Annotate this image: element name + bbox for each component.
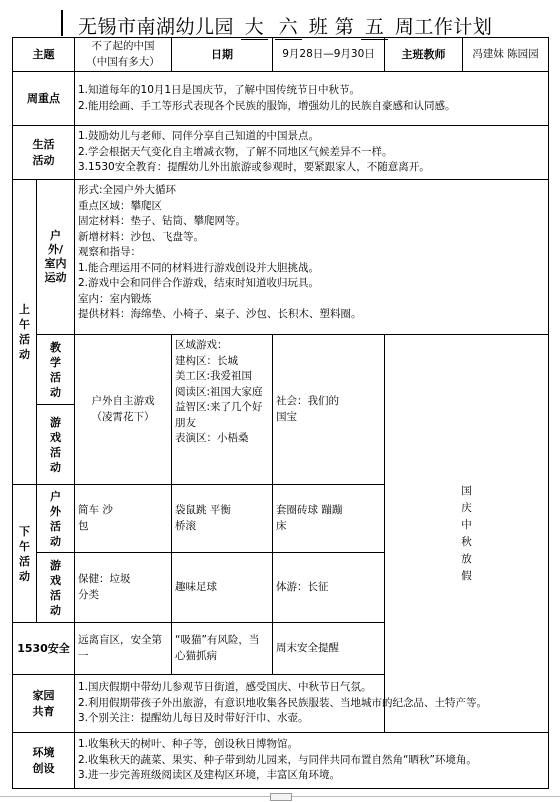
afternoon-outdoor-cell-1: 简车 沙包 — [75, 485, 172, 553]
afternoon-label: 下午活动 — [13, 485, 37, 623]
date-label: 日期 — [172, 38, 273, 72]
society-cell: 社会：我们的国宝 — [273, 335, 385, 485]
safety-label: 1530安全 — [13, 623, 75, 675]
area-game-cell: 区域游戏： 建构区：长城 美工区:我爱祖国 阅读区:祖国大家庭 益智区:来了几个好朋友 表演区：小梧桑 — [172, 335, 273, 485]
page-title — [0, 6, 560, 36]
title-text — [78, 12, 492, 40]
safety-cell-1: 远离盲区，安全第一 — [75, 623, 172, 675]
safety-cell-2: “吸猫”有风险，当心猫抓病 — [172, 623, 273, 675]
life-label: 生活活动 — [13, 126, 75, 180]
life-content: 1.鼓励幼儿与老师、同伴分享自己知道的中国景点。 2.学会根据天气变化自主增减衣物，了解不同地区气候差异不一样。 3.1530安全教育：提醒幼儿外出旅游或参观时，要紧跟家人，不随意离开。 — [75, 126, 549, 180]
week-focus-content: 1.知道每年的10月1日是国庆节，了解中国传统节日中秋节。 2.能用绘画、手工等形式表现各个民族的服饰，增强幼儿的民族自豪感和认同感。 — [75, 72, 549, 126]
holiday-cell: 国庆中秋放假 — [385, 335, 549, 733]
date-value: 9月28日—9月30日 — [273, 38, 385, 72]
week-prefix: 第 — [334, 16, 355, 38]
week-focus-label: 周重点 — [13, 72, 75, 126]
afternoon-outdoor-cell-2: 袋鼠跳 平衡桥滚 — [172, 485, 273, 553]
family-content: 1.国庆假期中带幼儿参观节日街道，感受国庆、中秋节日气氛。 2.利用假期带孩子外出旅游，有意识地收集各民族服装、当地城市的纪念品、土特产等。 3.个别关注：提醒幼儿每日及时带好汗巾、水壶。 — [75, 675, 549, 733]
env-label: 环境创设 — [13, 733, 75, 789]
afternoon-game-cell-2: 趣味足球 — [172, 553, 273, 623]
teacher-label: 主班教师 — [385, 38, 463, 72]
env-content: 1.收集秋天的树叶、种子等，创设秋日博物馆。 2.收集秋天的蔬菜、果实、种子带到幼儿园来，与同伴共同布置自然角“晒秋”环境角。 3.进一步完善班级阅读区及建构区环境，丰富区角环境。 — [75, 733, 549, 789]
teacher-value: 冯建妹 陈园园 — [463, 38, 549, 72]
morning-outdoor-content: 形式:全园户外大循环 重点区域：攀爬区 固定材料：垫子、钻筒、攀爬网等。 新增材料：沙包、飞盘等。 观察和指导： 1.能合理运用不同的材料进行游戏创设并大胆挑战。 2.游戏中会和同伴合作游戏，结束时知道收归玩具。 室内：室内锻炼 提供材料：海绵垫、小椅子、桌子、沙包、长积木、塑料圈。 — [75, 180, 549, 335]
class-suffix: 班 — [308, 16, 329, 38]
afternoon-game-label: 游戏活动 — [37, 553, 75, 623]
title-bar — [61, 10, 63, 36]
class-grade: 大 — [241, 12, 269, 40]
week-number: 五 — [361, 12, 389, 40]
school-name: 无锡市南湖幼儿园 — [78, 16, 235, 38]
afternoon-outdoor-cell-3: 套圈砖球 蹦蹦床 — [273, 485, 385, 553]
afternoon-outdoor-label: 户外活动 — [37, 485, 75, 553]
week-suffix: 周工作计划 — [394, 16, 493, 38]
scroll-handle[interactable] — [270, 793, 292, 801]
afternoon-game-cell-1: 保健：垃圾分类 — [75, 553, 172, 623]
plan-table — [12, 37, 549, 789]
morning-outdoor-label: 户外/室内运动 — [37, 180, 75, 335]
class-number: 六 — [275, 12, 303, 40]
family-label: 家园共育 — [13, 675, 75, 733]
theme-value: 不了起的中国 （中国有多大） — [75, 38, 172, 72]
afternoon-game-cell-3: 体游：长征 — [273, 553, 385, 623]
morning-game-label: 游戏活动 — [37, 405, 75, 485]
safety-cell-3: 周末安全提醒 — [273, 623, 385, 675]
morning-label: 上午活动 — [13, 180, 37, 485]
teaching-label: 教学活动 — [37, 335, 75, 405]
free-play-cell: 户外自主游戏（凌霄花下） — [75, 335, 172, 485]
theme-label: 主题 — [13, 38, 75, 72]
